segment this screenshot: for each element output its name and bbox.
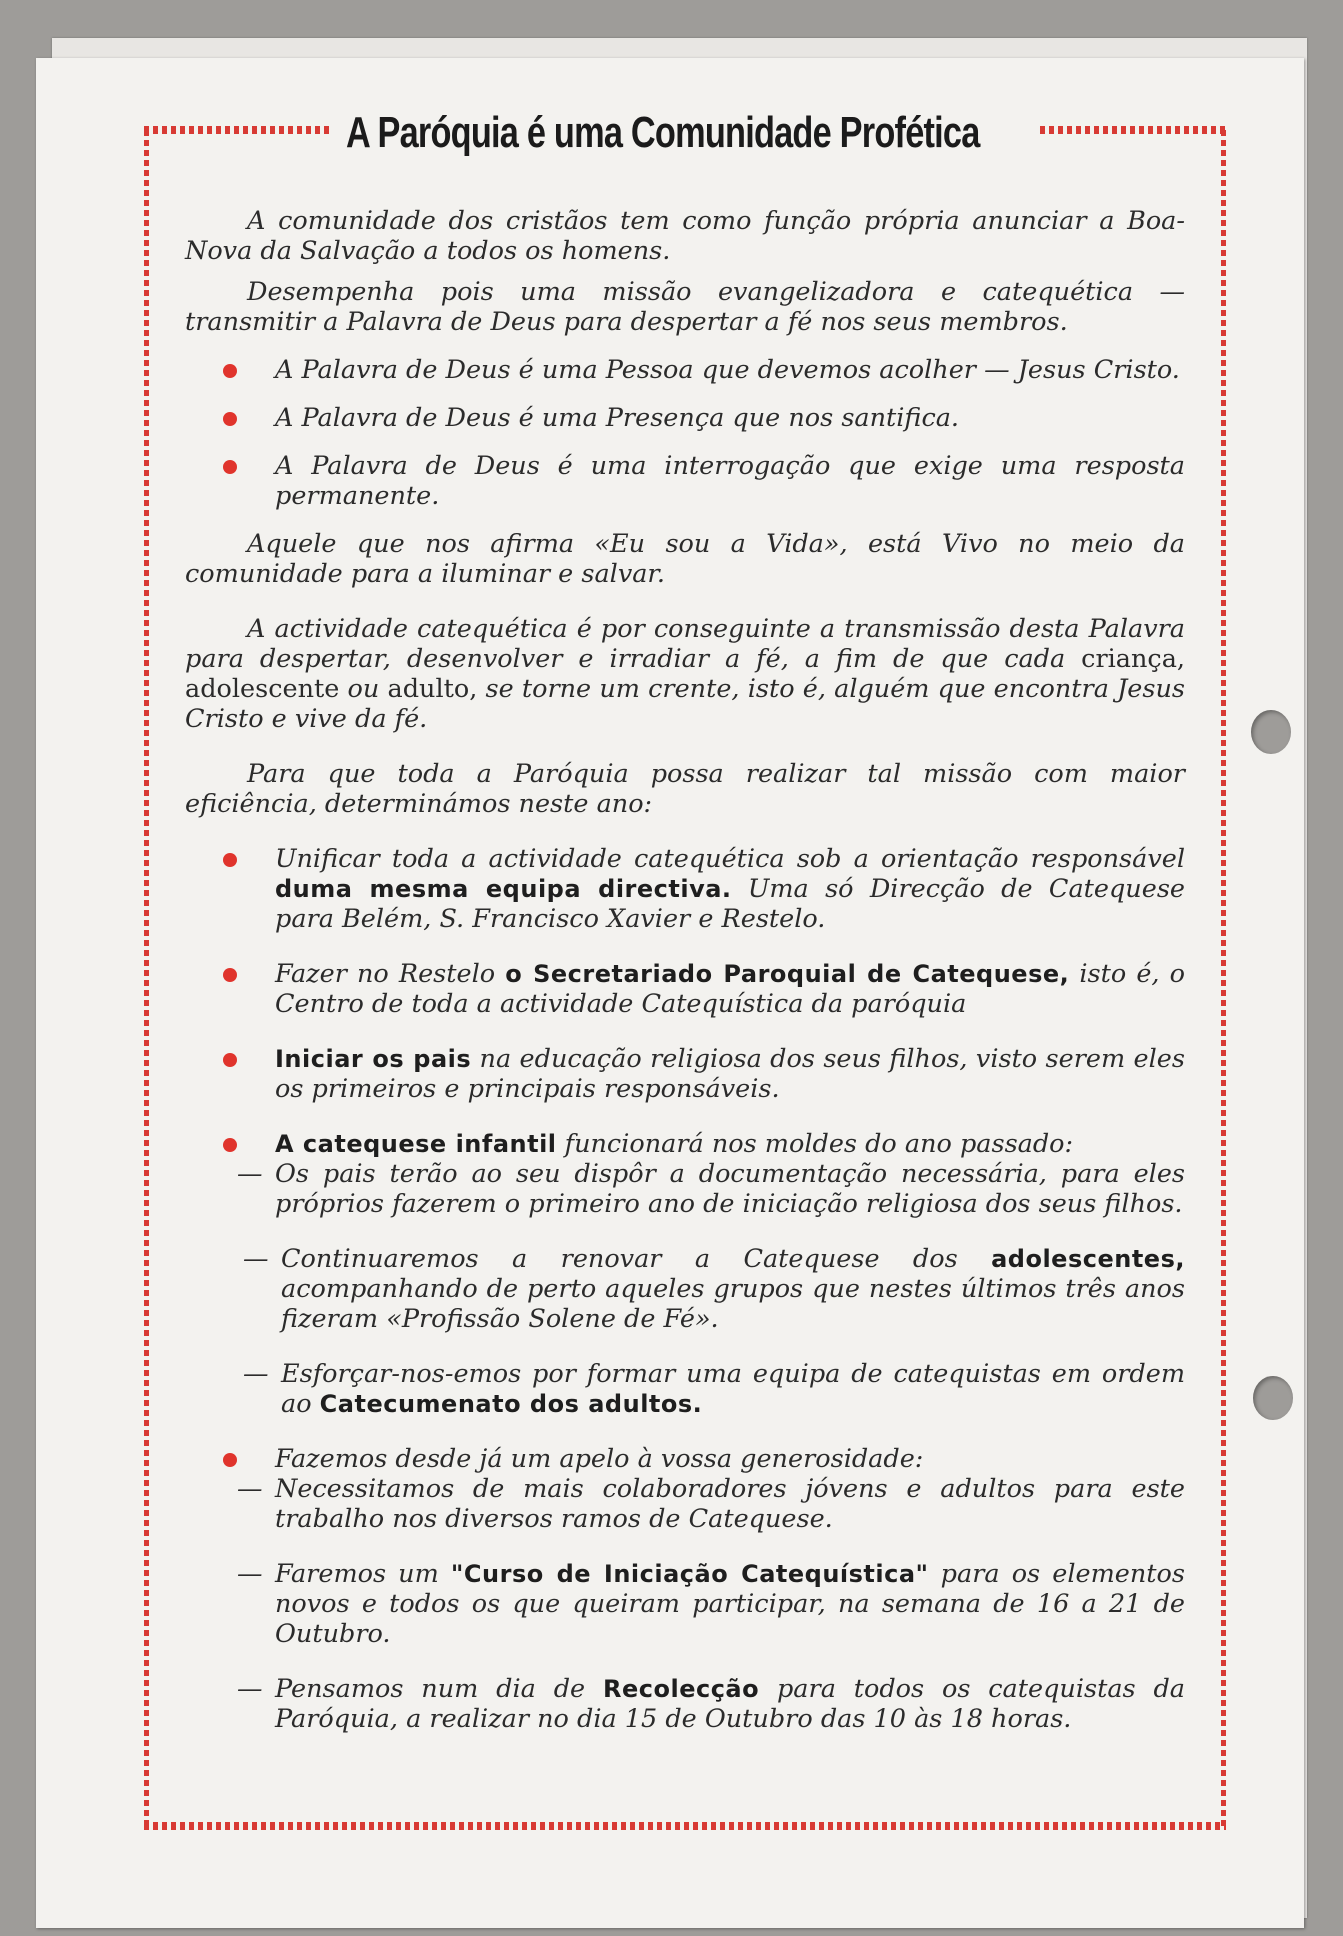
bullet-secretariado-text: Fazer no Restelo [275,959,506,989]
dash-item-recoleccao-bold: Recolecção [603,1675,760,1703]
dash-mark: — [237,1474,263,1504]
dash-item-catecumenato-text: Esforçar-nos-emos por formar uma equipa de catequistas em ordem ao [281,1359,1185,1419]
bullet-unificar-bold: duma mesma equipa directiva. [275,875,732,903]
bullet-unificar [185,844,1185,934]
dash-item-curso [185,1559,1185,1649]
bullet-iniciar-pais-rest: na educação religiosa dos seus filhos, visto serem eles os primeiros e principais responsáveis. [275,1044,1185,1104]
bullet-unificar-rest: Uma só Direcção de Catequese para Belém, S. Francisco Xavier e Restelo. [275,874,1186,934]
bullet-unificar-text: Unificar toda a actividade catequética sob a orientação responsável [275,844,1185,874]
bullet-apelo: Fazemos desde já um apelo à vossa generosidade: [185,1444,1185,1474]
paragraph-4 [185,614,1185,734]
punch-hole-top [1251,710,1291,754]
punch-hole-bottom [1253,1376,1293,1420]
dash-item-adolescentes-rest: acompanhando de perto aqueles grupos que nestes últimos três anos fizeram «Profissão Solene de Fé». [281,1274,1185,1334]
paragraph-4-c: ou [339,674,388,704]
paragraph-5: Para que toda a Paróquia possa realizar tal missão com maior eficiência, determinámos neste ano: [185,759,1185,819]
border-top-right [1040,126,1226,134]
dash-item-catecumenato [185,1359,1185,1419]
bullet-iniciar-pais-bold: Iniciar os pais [275,1045,472,1073]
dash-mark: — [243,1359,269,1389]
dash-item-adolescentes-bold: adolescentes, [991,1245,1185,1273]
dash-item-curso-text: Faremos um [275,1559,451,1589]
bullet-catequese-infantil-bold: A catequese infantil [275,1130,557,1158]
paragraph-1: A comunidade dos cristãos tem como função própria anunciar a Boa-Nova da Salvação a todos os homens. [185,206,1185,266]
page-title: A Paróquia é uma Comunidade Profética [346,108,980,157]
bullet-catequese-infantil [185,1129,1185,1159]
dash-mark: — [237,1559,263,1589]
dash-item-documentacao [185,1159,1185,1219]
bullet-iniciar-pais [185,1044,1185,1104]
border-bottom [144,1822,1226,1830]
dash-item-catecumenato-bold: Catecumenato dos adultos. [319,1390,703,1418]
dash-item-adolescentes-text: Continuaremos a renovar a Catequese dos [281,1244,992,1274]
border-top-left [144,126,330,134]
border-left [144,130,149,1830]
bullet-secretariado [185,959,1185,1019]
dash-mark: — [243,1244,269,1274]
bullet-catequese-infantil-rest: funcionará nos moldes do ano passado: [556,1129,1074,1159]
bullet-secretariado-bold: o Secretariado Paroquial de Catequese, [505,960,1070,988]
paragraph-4-a: A actividade catequética é por conseguinte a transmissão desta Palavra para despertar, desenvolver e irradiar a fé, a fim de que cada [185,614,1185,674]
dash-item-recoleccao [185,1674,1185,1734]
dash-item-curso-bold: "Curso de Iniciação Catequística" [450,1560,929,1588]
dash-item-curso-rest: para os elementos novos e todos os que queiram participar, na semana de 16 a 21 de Outubro. [275,1559,1185,1649]
paragraph-2: Desempenha pois uma missão evangelizadora e catequética — transmitir a Palavra de Deus para despertar a fé nos seus membros. [185,277,1185,337]
dash-item-documentacao-text: Os pais terão ao seu dispôr a documentação necessária, para eles próprios fazerem o primeiro ano de iniciação religiosa dos seus filhos. [275,1159,1185,1219]
dash-item-recoleccao-rest: para todos os catequistas da Paróquia, a realizar no dia 15 de Outubro das 10 às 18 horas. [275,1674,1186,1734]
paragraph-4-d: adulto, [387,674,478,704]
bullet-palavra-pessoa: A Palavra de Deus é uma Pessoa que devemos acolher — Jesus Cristo. [185,355,1185,385]
bullet-palavra-presenca: A Palavra de Deus é uma Presença que nos santifica. [185,403,1185,433]
bullet-secretariado-rest: isto é, o Centro de toda a actividade Catequística da paróquia [275,959,1185,1019]
border-right [1221,130,1226,1830]
dash-mark: — [237,1674,263,1704]
dash-item-colaboradores-text: Necessitamos de mais colaboradores jóvens e adultos para este trabalho nos diversos ramos de Catequese. [275,1474,1185,1534]
paragraph-4-b: criança, adolescente [185,644,1186,704]
paragraph-4-e: se torne um crente, isto é, alguém que encontra Jesus Cristo e vive da fé. [185,674,1185,734]
dash-item-adolescentes [185,1244,1185,1334]
dash-item-recoleccao-text: Pensamos num dia de [275,1674,603,1704]
bullet-palavra-interrogacao: A Palavra de Deus é uma interrogação que exige uma resposta permanente. [185,451,1185,511]
dash-item-colaboradores [185,1474,1185,1534]
dash-mark: — [237,1159,263,1189]
paragraph-3: Aquele que nos afirma «Eu sou a Vida», está Vivo no meio da comunidade para a iluminar e salvar. [185,529,1185,589]
document-body [185,206,1185,1734]
